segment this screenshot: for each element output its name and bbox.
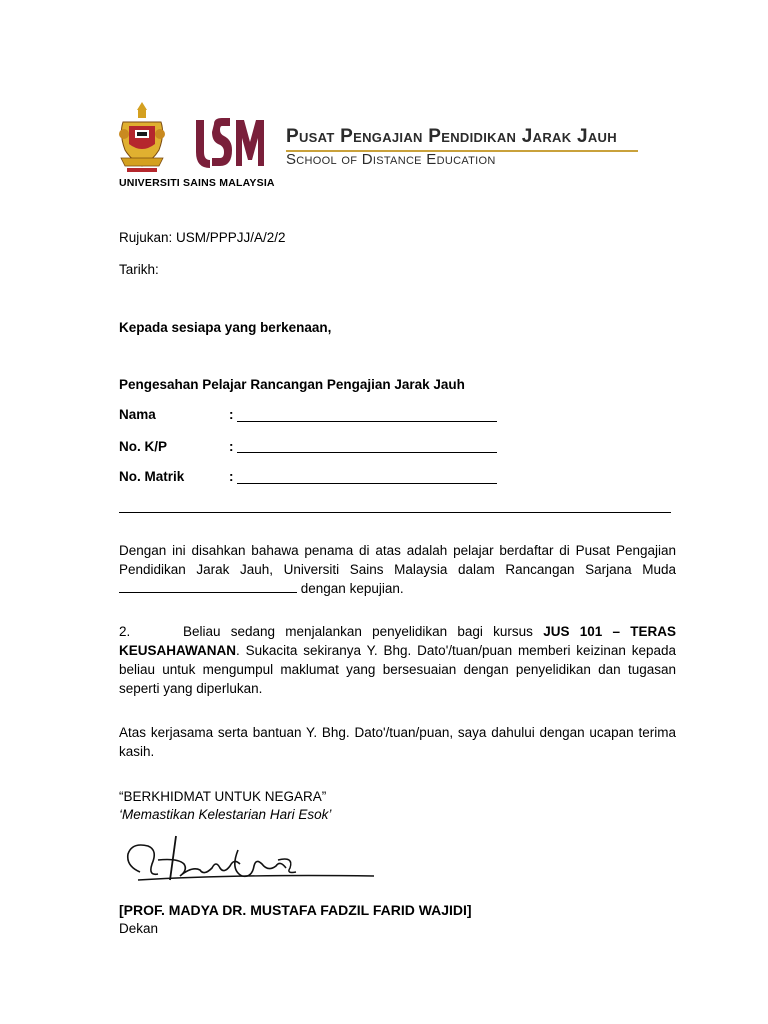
confirmation-paragraph [119, 541, 676, 598]
motto: “BERKHIDMAT UNTUK NEGARA” [119, 789, 327, 804]
school-name-english: School of Distance Education [286, 151, 496, 168]
section-separator-line [119, 512, 671, 513]
paragraph-text: . Sukacita sekiranya Y. Bhg. Dato'/tuan/puan memberi keizinan kepada beliau untuk mengumpul maklumat yang bersesuaian dengan penyelidikan dan tugasan seperti yang diperlukan. [119, 643, 676, 696]
paragraph-number: 2. [119, 624, 131, 639]
matric-label: No. Matrik [119, 469, 185, 484]
name-colon: : [229, 407, 234, 422]
greeting: Kepada sesiapa yang berkenaan, [119, 320, 332, 335]
matric-blank-line [237, 483, 497, 484]
research-paragraph [119, 622, 676, 698]
reference-number: Rujukan: USM/PPPJJ/A/2/2 [119, 230, 286, 245]
ic-colon: : [229, 439, 234, 454]
university-name: UNIVERSITI SAINS MALAYSIA [119, 177, 275, 189]
paragraph-text: Beliau sedang menjalankan penyelidikan bagi kursus [183, 624, 533, 639]
paragraph-text: dengan kepujian. [300, 581, 404, 596]
signer-name: [PROF. MADYA DR. MUSTAFA FADZIL FARID WAJIDI] [119, 902, 472, 918]
matric-colon: : [229, 469, 234, 484]
name-blank-line [237, 421, 497, 422]
date-label: Tarikh: [119, 262, 159, 277]
signer-title: Dekan [119, 921, 159, 936]
motto-subtitle: ‘Memastikan Kelestarian Hari Esok’ [119, 807, 332, 822]
ic-label: No. K/P [119, 439, 168, 454]
course-name: JUS 101 – TERAS KEUSAHAWANAN [119, 624, 676, 658]
name-label: Nama [119, 407, 156, 422]
thanks-paragraph: Atas kerjasama serta bantuan Y. Bhg. Dato'/tuan/puan, saya dahului dengan ucapan terima kasih. [119, 725, 676, 759]
paragraph-text: Dengan ini disahkan bahawa penama di atas adalah pelajar berdaftar di Pusat Pengajian Pendidikan Jarak Jauh, Universiti Sains Malaysia dalam Rancangan Sarjana Muda [119, 543, 676, 577]
letter-subject: Pengesahan Pelajar Rancangan Pengajian Jarak Jauh [119, 377, 465, 392]
ic-blank-line [237, 452, 497, 453]
programme-blank-line [119, 580, 297, 593]
handwritten-signature [118, 830, 378, 890]
university-crest-icon [117, 100, 167, 176]
usm-logo [192, 114, 268, 170]
school-name-malay: Pusat Pengajian Pendidikan Jarak Jauh [286, 126, 617, 147]
